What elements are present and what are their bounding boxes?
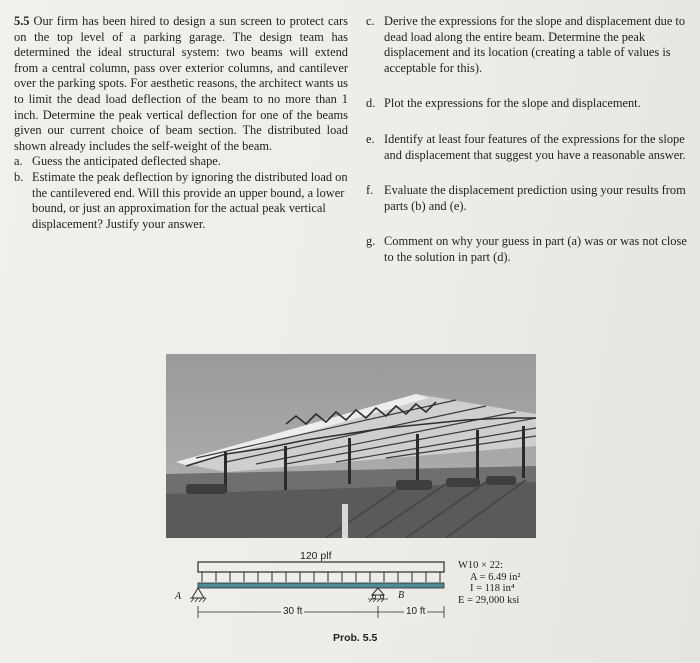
part-text: Plot the expressions for the slope and displacement.: [384, 96, 641, 111]
part-a: [14, 154, 348, 170]
part-text: Comment on why your guess in part (a) was or was not close to the solution in part (d).: [384, 234, 687, 264]
part-d: [366, 96, 698, 112]
section-name: W10 × 22:: [458, 560, 503, 571]
pin-support-a: [192, 588, 204, 598]
part-label: e.: [366, 131, 375, 146]
overhang-dimension: 10 ft: [406, 606, 426, 617]
part-c: [366, 14, 698, 76]
part-label: a.: [14, 154, 23, 169]
distributed-load: [198, 562, 444, 572]
section-area: A = 6.49 in²: [470, 571, 521, 583]
right-column: [366, 14, 698, 266]
problem-number: 5.5: [14, 14, 30, 28]
part-g: [366, 234, 698, 265]
roller-support-b: [368, 588, 388, 602]
load-label: 120 plf: [300, 550, 332, 562]
problem-text: Our firm has been hired to design a sun screen to protect cars on the top level of a parking garage. The design team has determined the ideal structural system: two beams will extend from a central column, pass over exterior columns, and cantilever over the parking spots. For aesthetic reasons, the architect wants us to limit the dead load deflection of the beam to no more than 1 inch. Determine the peak vertical deflection for one of the beams given our current choice of beam section. The distributed load shown already includes the self-weight of the beam.: [14, 14, 348, 153]
support-b-label: B: [398, 590, 405, 601]
part-e: [366, 132, 698, 163]
part-f: [366, 183, 698, 214]
beam: [198, 583, 444, 588]
part-text: Guess the anticipated deflected shape.: [32, 154, 221, 169]
problem-statement: [14, 14, 348, 154]
section-modulus: E = 29,000 ksi: [458, 594, 520, 606]
part-text: Derive the expressions for the slope and displacement due to dead load along the entire beam. Determine the peak displacement and its location (creating a table of values is acceptable for this).: [384, 14, 686, 75]
left-column: [14, 14, 348, 232]
section-properties: [458, 560, 521, 606]
parts-list-left: [14, 154, 348, 232]
part-b: [14, 170, 348, 232]
part-label: d.: [366, 96, 376, 111]
sun-screen-photo-drawing: [166, 354, 536, 538]
part-label: b.: [14, 169, 24, 184]
load-arrows: [202, 572, 440, 582]
span-dimension: 30 ft: [283, 606, 303, 617]
part-text: Evaluate the displacement prediction using your results from parts (b) and (e).: [384, 183, 686, 213]
support-a-label: A: [175, 591, 182, 602]
sun-screen-photo: [166, 354, 536, 538]
figure-caption: Prob. 5.5: [333, 632, 378, 644]
section-inertia: I = 118 in⁴: [470, 583, 515, 594]
part-label: g.: [366, 234, 376, 249]
part-text: Estimate the peak deflection by ignoring the distributed load on the cantilevered end. Will this provide an upper bound, a lower bound, or just an approximation for the actual peak vertical displacement? Justify your answer.: [32, 169, 348, 231]
part-label: c.: [366, 14, 375, 28]
part-text: Identify at least four features of the expressions for the slope and displacement that suggest you have a reasonable answer.: [384, 131, 686, 162]
part-label: f.: [366, 183, 374, 198]
